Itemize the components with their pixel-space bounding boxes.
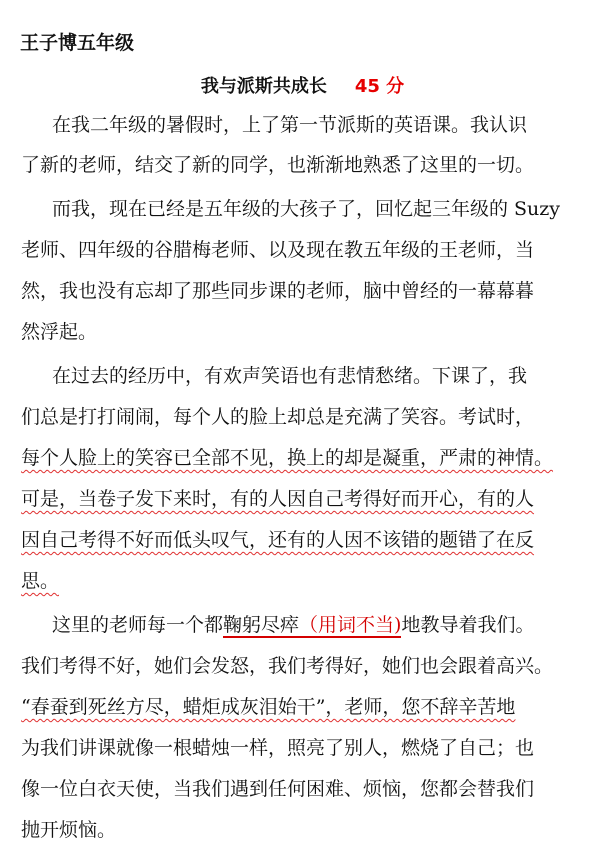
p3-line-4: 可是，当卷子发下来时，有的人因自己考得好而开心，有的人: [21, 488, 535, 510]
p4-line-2: 我们考得不好，她们会发怒，我们考得好，她们也会跟着高兴。: [21, 655, 554, 677]
p4-line-1: [52, 610, 534, 640]
p4-line-3: “春蚕到死丝方尽，蜡炬成灰泪始干”，老师，您不辞辛苦地: [21, 696, 516, 718]
p2-line-4: 然浮起。: [21, 321, 98, 343]
author-heading: 王子博五年级: [20, 32, 135, 54]
p4-line-4: 为我们讲课就像一根蜡烛一样，照亮了别人，燃烧了自己；也: [21, 737, 535, 759]
p4-line-6: 抛开烦恼。: [21, 819, 117, 841]
teacher-comment: （用词不当): [299, 614, 402, 636]
p3-line-3: 每个人脸上的笑容已全部不见，换上的却是凝重，严肃的神情。: [21, 447, 554, 469]
p3-line-1: 在过去的经历中，有欢声笑语也有悲情愁绪。下课了，我: [52, 365, 528, 387]
p4-line-1-end: 地教导着我们。: [401, 614, 535, 636]
p3-line-5: 因自己考得不好而低头叹气，还有的人因不该错的题错了在反: [21, 529, 535, 551]
p3-line-6: 思。: [21, 570, 60, 592]
teacher-comment-underline: [223, 614, 401, 638]
essay-title-row: [0, 72, 605, 98]
p3-line-2: [21, 402, 534, 432]
p1-line-1: 在我二年级的暑假时，上了第一节派斯的英语课。我认识: [52, 114, 528, 136]
p2-line-1: 而我，现在已经是五年级的大孩子了，回忆起三年级的 Suzy: [52, 198, 561, 220]
p2-line-3: 然，我也没有忘却了那些同步课的老师，脑中曾经的一幕幕暮: [21, 280, 535, 302]
p2-line-2: 老师、四年级的谷腊梅老师、以及现在教五年级的王老师，当: [21, 239, 535, 261]
p3-line-2-text: 们总是打打闹闹，每个人的脸上却总是充满了笑容。考试时，: [21, 406, 535, 428]
p4-line-5: 像一位白衣天使，当我们遇到任何困难、烦恼，您都会替我们: [21, 778, 535, 800]
p1-line-2: 了新的老师，结交了新的同学，也渐渐地熟悉了这里的一切。: [21, 154, 535, 176]
score-label: 45 分: [354, 76, 405, 97]
marked-phrase: 鞠躬尽瘁: [223, 614, 300, 636]
p4-line-1-start: 这里的老师每一个都: [52, 614, 224, 636]
essay-title: 我与派斯共成长: [200, 76, 327, 97]
